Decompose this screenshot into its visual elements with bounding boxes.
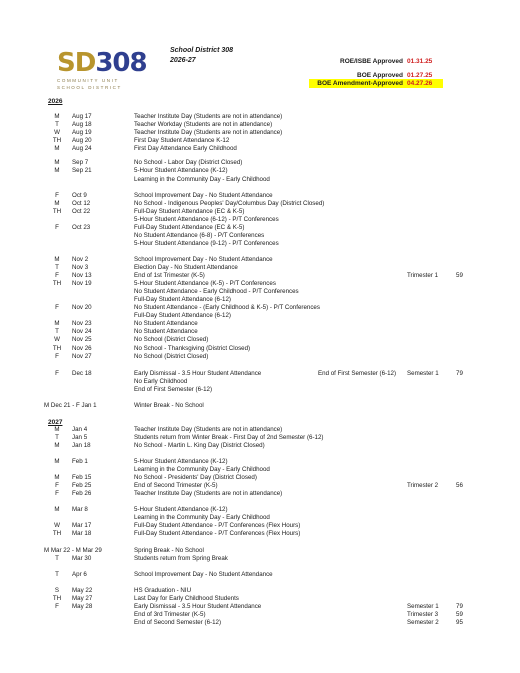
event-description: School Improvement Day - No Student Attendance	[134, 256, 273, 263]
term-label: Semester 1	[407, 370, 439, 377]
weekday: W	[54, 522, 60, 529]
event-description: No School - Presidents' Day (District Closed)	[134, 474, 257, 481]
boe-amendment-label: BOE Amendment-Approved	[317, 80, 403, 87]
logo-number: 308	[95, 48, 147, 78]
event-description: Students return from Spring Break	[134, 555, 228, 562]
event-description: Full-Day Student Attendance (6-12)	[134, 296, 231, 303]
event-description: Teacher Workday (Students are not in attendance)	[134, 121, 273, 128]
event-description: 5-Hour Student Attendance (K-12)	[134, 167, 228, 174]
event-date: Nov 27	[72, 353, 92, 360]
event-description: Early Dismissal - 3.5 Hour Student Attendance	[134, 370, 262, 377]
event-date: Aug 17	[72, 113, 92, 120]
weekday: T	[55, 555, 59, 562]
event-description: Learning in the Community Day - Early Childhood	[134, 176, 270, 183]
event-description: No Student Attendance	[134, 320, 198, 327]
event-description: Full-Day Student Attendance - P/T Conferences (Flex Hours)	[134, 522, 301, 529]
term-day-count: 79	[456, 370, 463, 377]
event-date: Jan 18	[72, 442, 91, 449]
weekday: M	[54, 506, 60, 513]
weekday: M	[54, 426, 60, 433]
event-description: First Day Attendance Early Childhood	[134, 145, 237, 152]
event-note: End of First Semester (6-12)	[318, 370, 397, 377]
weekday: M	[54, 474, 60, 481]
event-description: Early Dismissal - 3.5 Hour Student Attendance	[134, 603, 262, 610]
event-description: No Student Attendance - (Early Childhood & K-5) - P/T Conferences	[134, 304, 320, 311]
weekday: T	[55, 264, 59, 271]
event-description: No Student Attendance - Early Childhood - P/T Conferences	[134, 288, 299, 295]
event-description: End of First Semester (6-12)	[134, 386, 213, 393]
event-description: Last Day for Early Childhood Students	[134, 595, 239, 602]
weekday: T	[55, 121, 59, 128]
logo-tagline-2: SCHOOL DISTRICT	[57, 85, 122, 90]
weekday: F	[55, 272, 59, 279]
event-date: Jan 4	[72, 426, 88, 433]
weekday: TH	[52, 530, 62, 537]
weekday: S	[54, 587, 60, 594]
event-description: No School - Labor Day (District Closed)	[134, 159, 243, 166]
date-range: M Dec 21 - F Jan 1	[44, 402, 97, 409]
weekday: F	[55, 490, 59, 497]
event-description: Teacher Institute Day (Students are not in attendance)	[134, 490, 283, 497]
weekday: M	[54, 200, 60, 207]
event-date: Feb 25	[72, 482, 92, 489]
logo-sd: SD	[57, 48, 96, 78]
year-heading-2027: 2027	[48, 419, 63, 426]
weekday: F	[55, 370, 59, 377]
weekday: F	[55, 353, 59, 360]
term-day-count: 56	[456, 482, 463, 489]
event-description: 5-Hour Student Attendance (9-12) - P/T Conferences	[134, 240, 279, 247]
boe-amendment-date: 04.27.26	[407, 80, 433, 87]
weekday: W	[54, 129, 60, 136]
weekday: TH	[52, 280, 62, 287]
event-date: Mar 30	[72, 555, 92, 562]
event-date: Mar 17	[72, 522, 92, 529]
event-description: HS Graduation - NIU	[134, 587, 192, 594]
event-date: Mar 8	[72, 506, 88, 513]
district-title: School District 308	[170, 47, 234, 54]
term-label: Trimester 2	[407, 482, 439, 489]
event-description: Full-Day Student Attendance - P/T Conferences (Flex Hours)	[134, 530, 301, 537]
event-description: Spring Break - No School	[134, 547, 204, 554]
school-year: 2026-27	[170, 57, 196, 64]
term-label: Semester 1	[407, 603, 439, 610]
weekday: M	[54, 113, 60, 120]
event-date: Oct 23	[72, 224, 91, 231]
weekday: T	[55, 571, 59, 578]
date-range: M Mar 22 - M Mar 29	[44, 547, 102, 554]
event-description: Teacher Institute Day (Students are not in attendance)	[134, 129, 283, 136]
event-description: No School - Thanksgiving (District Closed)	[134, 345, 251, 352]
boe-approved-label: BOE Approved	[357, 72, 403, 79]
event-date: May 27	[72, 595, 93, 602]
event-description: No Student Attendance (6-8) - P/T Conferences	[134, 232, 265, 239]
event-description: 5-Hour Student Attendance (6-12) - P/T Conferences	[134, 216, 279, 223]
term-day-count: 79	[456, 603, 463, 610]
event-date: Dec 18	[72, 370, 92, 377]
weekday: T	[55, 434, 59, 441]
weekday: M	[54, 320, 60, 327]
event-date: Nov 23	[72, 320, 92, 327]
event-description: 5-Hour Student Attendance (K-12)	[134, 458, 228, 465]
event-date: Nov 25	[72, 336, 92, 343]
event-date: Jan 5	[72, 434, 88, 441]
event-date: Aug 19	[72, 129, 92, 136]
event-date: May 28	[72, 603, 93, 610]
event-description: No Early Childhood	[134, 378, 188, 385]
event-description: No School - Indigenous Peoples' Day/Columbus Day (District Closed)	[134, 200, 325, 207]
event-date: Nov 19	[72, 280, 92, 287]
event-date: Feb 26	[72, 490, 92, 497]
event-date: Aug 18	[72, 121, 92, 128]
logo-tagline-1: COMMUNITY UNIT	[57, 78, 119, 83]
weekday: F	[55, 482, 59, 489]
event-description: Full-Day Student Attendance (EC & K-5)	[134, 208, 245, 215]
weekday: M	[54, 458, 60, 465]
event-date: Nov 24	[72, 328, 92, 335]
weekday: M	[54, 167, 60, 174]
event-date: Sep 7	[72, 159, 89, 166]
event-date: May 22	[72, 587, 93, 594]
event-description: Learning in the Community Day - Early Childhood	[134, 514, 270, 521]
term-label: Semester 2	[407, 619, 439, 626]
event-description: Election Day - No Student Attendance	[134, 264, 238, 271]
boe-approved-date: 01.27.25	[407, 72, 433, 79]
term-day-count: 59	[456, 611, 463, 618]
event-description: No School (District Closed)	[134, 336, 209, 343]
roe-approved-label: ROE/ISBE Approved	[340, 58, 403, 65]
event-description: Full-Day Student Attendance (6-12)	[134, 312, 231, 319]
event-description: End of 1st Trimester (K-5)	[134, 272, 205, 279]
event-date: Oct 12	[72, 200, 91, 207]
weekday: M	[54, 159, 60, 166]
event-description: End of Second Trimester (K-5)	[134, 482, 218, 489]
event-date: Sep 21	[72, 167, 92, 174]
event-description: End of Second Semester (6-12)	[134, 619, 222, 626]
term-label: Trimester 1	[407, 272, 439, 279]
year-heading-2026: 2026	[48, 98, 63, 105]
event-date: Nov 13	[72, 272, 92, 279]
weekday: TH	[52, 208, 62, 215]
event-date: Mar 18	[72, 530, 92, 537]
event-date: Nov 2	[72, 256, 89, 263]
event-date: Aug 20	[72, 137, 92, 144]
weekday: TH	[52, 595, 62, 602]
event-date: Oct 9	[72, 192, 87, 199]
event-date: Apr 6	[72, 571, 87, 578]
weekday: TH	[52, 345, 62, 352]
weekday: T	[55, 328, 59, 335]
roe-approved-date: 01.31.25	[407, 58, 433, 65]
event-date: Nov 20	[72, 304, 92, 311]
event-date: Oct 22	[72, 208, 91, 215]
weekday: TH	[52, 137, 62, 144]
event-date: Aug 24	[72, 145, 92, 152]
district-logo	[57, 50, 157, 92]
event-date: Feb 1	[72, 458, 88, 465]
event-description: Teacher Institute Day (Students are not in attendance)	[134, 113, 283, 120]
event-description: School Improvement Day - No Student Attendance	[134, 571, 273, 578]
event-description: Full-Day Student Attendance (EC & K-5)	[134, 224, 245, 231]
event-description: 5-Hour Student Attendance (K-12)	[134, 506, 228, 513]
event-description: First Day Student Attendance K-12	[134, 137, 230, 144]
event-description: Winter Break - No School	[134, 402, 204, 409]
event-description: End of 3rd Trimester (K-5)	[134, 611, 206, 618]
weekday: F	[55, 603, 59, 610]
event-description: No Student Attendance	[134, 328, 198, 335]
event-date: Feb 15	[72, 474, 92, 481]
weekday: M	[54, 442, 60, 449]
weekday: M	[54, 145, 60, 152]
event-description: Learning in the Community Day - Early Childhood	[134, 466, 270, 473]
event-description: No School (District Closed)	[134, 353, 209, 360]
weekday: F	[55, 192, 59, 199]
event-description: Students return from Winter Break - First Day of 2nd Semester (6-12)	[134, 434, 324, 441]
weekday: F	[55, 304, 59, 311]
weekday: M	[54, 256, 60, 263]
event-description: School Improvement Day - No Student Attendance	[134, 192, 273, 199]
event-description: No School - Martin L. King Day (District Closed)	[134, 442, 265, 449]
event-description: 5-Hour Student Attendance (K-5) - P/T Conferences	[134, 280, 276, 287]
term-day-count: 59	[456, 272, 463, 279]
weekday: W	[54, 336, 60, 343]
weekday: F	[55, 224, 59, 231]
event-date: Nov 26	[72, 345, 92, 352]
term-day-count: 95	[456, 619, 463, 626]
event-date: Nov 3	[72, 264, 89, 271]
term-label: Trimester 3	[407, 611, 439, 618]
event-description: Teacher Institute Day (Students are not in attendance)	[134, 426, 283, 433]
